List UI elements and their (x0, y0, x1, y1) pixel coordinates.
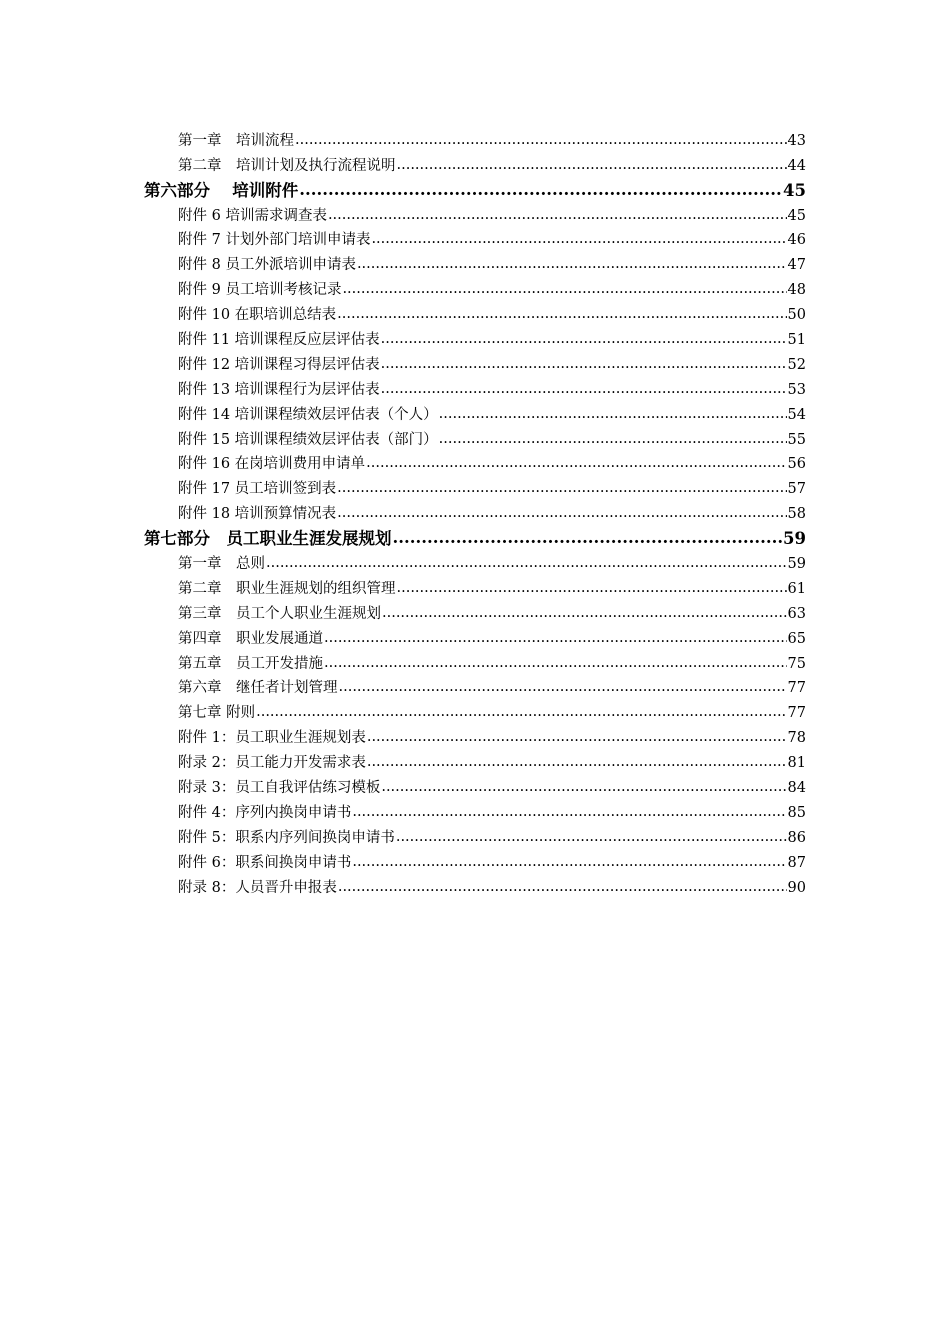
toc-entry-page-number: 65 (787, 630, 806, 647)
toc-dot-leader (393, 528, 783, 548)
toc-entry-page-number: 45 (783, 180, 806, 200)
toc-entry-page-number: 75 (787, 655, 806, 672)
toc-dot-leader (328, 205, 787, 225)
toc-entry-page-number: 63 (787, 605, 806, 622)
toc-dot-leader (371, 229, 786, 249)
toc-entry[interactable] (178, 450, 806, 475)
toc-dot-leader (342, 279, 786, 299)
toc-part-entry[interactable] (144, 524, 806, 549)
toc-entry[interactable] (178, 226, 806, 251)
toc-entry[interactable] (178, 674, 806, 699)
toc-entry[interactable] (178, 624, 806, 649)
toc-entry-title: 第二章 培训计划及执行流程说明 (178, 157, 396, 174)
toc-dot-leader (367, 752, 787, 772)
toc-dot-leader (382, 603, 787, 623)
toc-entry[interactable] (178, 698, 806, 723)
toc-entry[interactable] (178, 275, 806, 300)
table-of-contents (0, 126, 950, 898)
toc-dot-leader (352, 802, 786, 822)
toc-entry-page-number: 77 (787, 680, 806, 697)
toc-dot-leader (299, 180, 782, 200)
toc-entry-title: 附件 18 培训预算情况表 (178, 506, 337, 523)
toc-entry-page-number: 51 (787, 332, 806, 349)
toc-dot-leader (381, 777, 786, 797)
toc-dot-leader (381, 379, 787, 399)
toc-entry[interactable] (178, 425, 806, 450)
toc-entry[interactable] (178, 723, 806, 748)
toc-entry-title: 第一章 培训流程 (178, 132, 294, 149)
toc-entry[interactable] (178, 748, 806, 773)
toc-dot-leader (339, 677, 787, 697)
toc-entry-title: 附件 16 在岗培训费用申请单 (178, 456, 366, 473)
toc-entry[interactable] (178, 250, 806, 275)
toc-entry-page-number: 61 (787, 580, 806, 597)
toc-entry-page-number: 59 (783, 529, 806, 549)
toc-dot-leader (396, 827, 787, 847)
toc-entry-page-number: 47 (787, 257, 806, 274)
toc-entry-page-number: 54 (787, 406, 806, 423)
toc-entry[interactable] (178, 325, 806, 350)
toc-entry-page-number: 77 (787, 705, 806, 722)
toc-dot-leader (397, 155, 787, 175)
toc-entry-page-number: 52 (787, 356, 806, 373)
toc-dot-leader (337, 503, 786, 523)
toc-entry[interactable] (178, 350, 806, 375)
toc-entry-title: 附件 12 培训课程习得层评估表 (178, 356, 380, 373)
toc-entry-page-number: 43 (787, 132, 806, 149)
toc-entry[interactable] (178, 474, 806, 499)
toc-entry-title: 附件 9 员工培训考核记录 (178, 282, 342, 299)
toc-entry-page-number: 55 (787, 431, 806, 448)
toc-entry-title: 第一章 总则 (178, 556, 265, 573)
toc-entry-title: 第七章 附则 (178, 705, 256, 722)
toc-entry-title: 附件 13 培训课程行为层评估表 (178, 381, 380, 398)
toc-entry-title: 第二章 职业生涯规划的组织管理 (178, 580, 396, 597)
toc-entry-title: 附件 7 计划外部门培训申请表 (178, 232, 371, 249)
toc-dot-leader (357, 254, 787, 274)
toc-entry[interactable] (178, 499, 806, 524)
toc-entry[interactable] (178, 400, 806, 425)
toc-entry[interactable] (178, 375, 806, 400)
toc-entry-title: 第七部分 员工职业生涯发展规划 (144, 529, 392, 549)
toc-entry-title: 附件 11 培训课程反应层评估表 (178, 332, 380, 349)
toc-dot-leader (439, 429, 787, 449)
toc-entry-title: 附件 4：序列内换岗申请书 (178, 804, 352, 821)
toc-dot-leader (295, 130, 787, 150)
toc-dot-leader (381, 354, 787, 374)
toc-dot-leader (337, 478, 786, 498)
toc-entry-page-number: 85 (787, 804, 806, 821)
toc-entry[interactable] (178, 873, 806, 898)
toc-dot-leader (397, 578, 787, 598)
toc-entry-page-number: 90 (787, 879, 806, 896)
toc-entry[interactable] (178, 798, 806, 823)
toc-entry-page-number: 78 (787, 730, 806, 747)
toc-dot-leader (367, 727, 787, 747)
toc-entry-title: 附件 10 在职培训总结表 (178, 307, 337, 324)
toc-entry[interactable] (178, 848, 806, 873)
toc-dot-leader (337, 304, 786, 324)
toc-part-entry[interactable] (144, 176, 806, 201)
toc-dot-leader (256, 702, 786, 722)
toc-dot-leader (439, 404, 787, 424)
toc-entry-page-number: 84 (787, 780, 806, 797)
toc-entry[interactable] (178, 126, 806, 151)
toc-entry-title: 附件 5：职系内序列间换岗申请书 (178, 829, 395, 846)
toc-entry-title: 第六章 继任者计划管理 (178, 680, 338, 697)
toc-entry-page-number: 44 (787, 157, 806, 174)
toc-entry-page-number: 46 (787, 232, 806, 249)
toc-entry-title: 附录 2：员工能力开发需求表 (178, 755, 366, 772)
toc-entry-page-number: 48 (787, 282, 806, 299)
toc-entry[interactable] (178, 300, 806, 325)
toc-entry-title: 附件 8 员工外派培训申请表 (178, 257, 356, 274)
toc-dot-leader (324, 653, 787, 673)
toc-entry-title: 附件 1：员工职业生涯规划表 (178, 730, 366, 747)
toc-dot-leader (338, 877, 787, 897)
toc-entry-title: 附录 3：员工自我评估练习模板 (178, 780, 381, 797)
toc-entry[interactable] (178, 599, 806, 624)
toc-entry-title: 附件 6：职系间换岗申请书 (178, 854, 352, 871)
toc-entry-page-number: 58 (787, 506, 806, 523)
toc-entry-title: 附件 17 员工培训签到表 (178, 481, 337, 498)
toc-entry-page-number: 87 (787, 854, 806, 871)
toc-entry-page-number: 50 (787, 307, 806, 324)
toc-dot-leader (381, 329, 787, 349)
toc-entry-page-number: 53 (787, 381, 806, 398)
toc-entry-title: 第五章 员工开发措施 (178, 655, 323, 672)
toc-entry-page-number: 57 (787, 481, 806, 498)
toc-entry[interactable] (178, 574, 806, 599)
toc-entry[interactable] (178, 773, 806, 798)
toc-dot-leader (366, 453, 786, 473)
toc-entry-title: 附件 15 培训课程绩效层评估表（部门） (178, 431, 438, 448)
toc-dot-leader (266, 553, 787, 573)
toc-entry-title: 第六部分 培训附件 (144, 180, 299, 200)
toc-entry-page-number: 59 (787, 556, 806, 573)
toc-entry-title: 附件 6 培训需求调查表 (178, 207, 327, 224)
toc-entry[interactable] (178, 201, 806, 226)
toc-entry-title: 附件 14 培训课程绩效层评估表（个人） (178, 406, 438, 423)
toc-entry[interactable] (178, 649, 806, 674)
toc-entry-page-number: 45 (787, 207, 806, 224)
toc-entry-title: 附录 8：人员晋升申报表 (178, 879, 337, 896)
toc-entry-title: 第四章 职业发展通道 (178, 630, 323, 647)
toc-entry-title: 第三章 员工个人职业生涯规划 (178, 605, 381, 622)
toc-entry-page-number: 86 (787, 829, 806, 846)
toc-dot-leader (324, 628, 787, 648)
toc-entry[interactable] (178, 151, 806, 176)
toc-entry[interactable] (178, 549, 806, 574)
toc-entry-page-number: 56 (787, 456, 806, 473)
toc-entry[interactable] (178, 823, 806, 848)
toc-dot-leader (352, 852, 786, 872)
toc-entry-page-number: 81 (787, 755, 806, 772)
